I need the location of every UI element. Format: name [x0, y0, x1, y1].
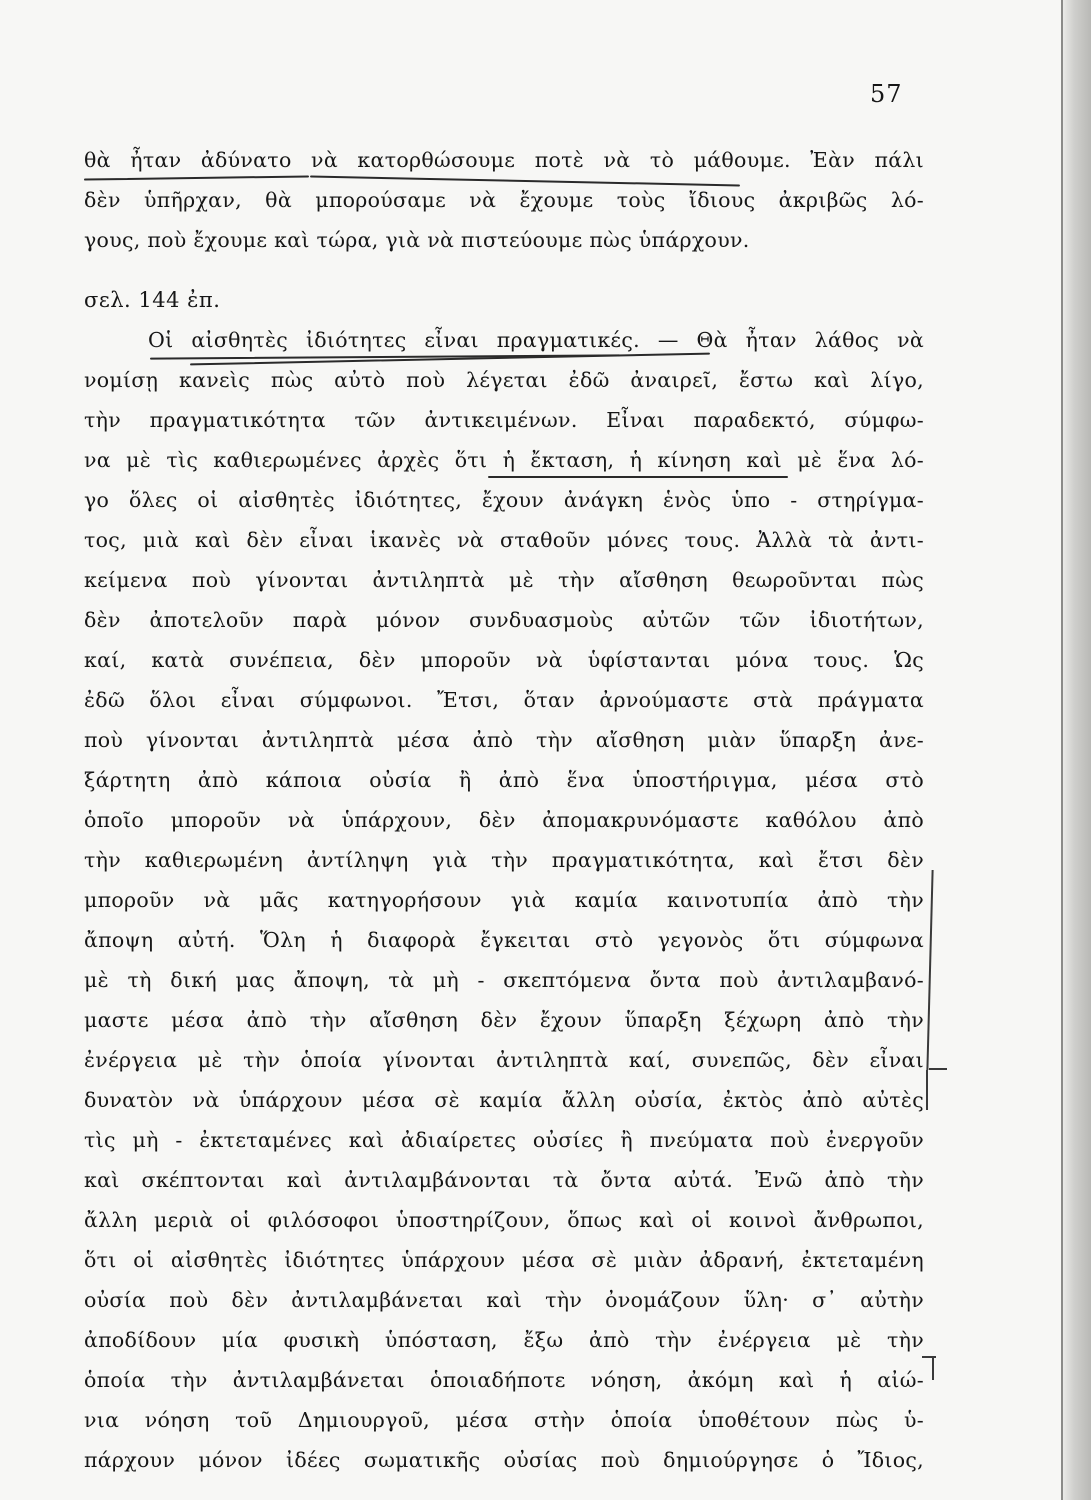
text-line: ὁποῖο μποροῦν νὰ ὑπάρχουν, δὲν ἀπομακρυνόμαστε καθόλου ἀπὸ: [84, 808, 924, 832]
text-line: ἐνέργεια μὲ τὴν ὁποία γίνονται ἀντιληπτὰ καί, συνεπῶς, δὲν εἶναι: [84, 1048, 924, 1072]
text-line: πάρχουν μόνον ἰδέες σωματικῆς οὐσίας ποὺ δημιούργησε ὁ Ἴδιος,: [84, 1448, 924, 1472]
page-edge-shadow: [1063, 0, 1091, 1500]
text-line: τος, μιὰ καὶ δὲν εἶναι ἱκανὲς νὰ σταθοῦν μόνες τους. Ἀλλὰ τὰ ἀντι-: [84, 528, 924, 552]
text-line: τὴν καθιερωμένη ἀντίληψη γιὰ τὴν πραγματικότητα, καὶ ἔτσι δὲν: [84, 848, 924, 872]
text-line: να μὲ τὶς καθιερωμένες ἀρχὲς ὅτι ἡ ἔκταση, ἡ κίνηση καὶ μὲ ἕνα λό-: [84, 448, 924, 472]
text-line: ἄποψη αὐτή. Ὅλη ἡ διαφορὰ ἔγκειται στὸ γεγονὸς ὅτι σύμφωνα: [84, 928, 924, 952]
text-line: ἄλλη μεριὰ οἱ φιλόσοφοι ὑποστηρίζουν, ὅπως καὶ οἱ κοινοὶ ἄνθρωποι,: [84, 1208, 924, 1232]
text-line: νομίσῃ κανεὶς πὼς αὐτὸ ποὺ λέγεται ἐδῶ ἀναιρεῖ, ἔστω καὶ λίγο,: [84, 368, 924, 392]
text-line: μαστε μέσα ἀπὸ τὴν αἴσθηση δὲν ἔχουν ὕπαρξη ξέχωρη ἀπὸ τὴν: [84, 1008, 924, 1032]
text-line: δὲν ὑπῆρχαν, θὰ μπορούσαμε νὰ ἔχουμε τοὺς ἴδιους ἀκριβῶς λό-: [84, 188, 924, 212]
text-line: γους, ποὺ ἔχουμε καὶ τώρα, γιὰ νὰ πιστεύουμε πὼς ὑπάρχουν.: [84, 228, 750, 252]
margin-line-mark: [926, 870, 933, 1070]
text-line: κείμενα ποὺ γίνονται ἀντιληπτὰ μὲ τὴν αἴσθηση θεωροῦνται πὼς: [84, 568, 924, 592]
text-line: τὶς μὴ - ἐκτεταμένες καὶ ἀδιαίρετες οὐσίες ἢ πνεύματα ποὺ ἐνεργοῦν: [84, 1128, 924, 1152]
margin-line-mark: [932, 1356, 934, 1380]
text-line: τὴν πραγματικότητα τῶν ἀντικειμένων. Εἶναι παραδεκτό, σύμφω-: [84, 408, 924, 432]
text-line: δυνατὸν νὰ ὑπάρχουν μέσα σὲ καμία ἄλλη οὐσία, ἐκτὸς ἀπὸ αὐτὲς: [84, 1088, 924, 1112]
text-line: νια νόηση τοῦ Δημιουργοῦ, μέσα στὴν ὁποία ὑποθέτουν πὼς ὑ-: [84, 1408, 924, 1432]
text-line: ἀποδίδουν μία φυσικὴ ὑπόσταση, ἔξω ἀπὸ τὴν ἐνέργεια μὲ τὴν: [84, 1328, 924, 1352]
text-line: ποὺ γίνονται ἀντιληπτὰ μέσα ἀπὸ τὴν αἴσθηση μιὰν ὕπαρξη ἀνε-: [84, 728, 924, 752]
text-line: μποροῦν νὰ μᾶς κατηγορήσουν γιὰ καμία καινοτυπία ἀπὸ τὴν: [84, 888, 924, 912]
pen-underline: [310, 175, 740, 186]
pen-underline: [488, 476, 788, 478]
text-line: Οἱ αἰσθητὲς ἰδιότητες εἶναι πραγματικές. — Θὰ ἦταν λάθος νὰ: [148, 328, 924, 352]
text-line: γο ὅλες οἱ αἰσθητὲς ἰδιότητες, ἔχουν ἀνάγκη ἑνὸς ὑπο - στηρίγμα-: [84, 488, 924, 512]
page-number: 57: [870, 80, 903, 108]
text-line: ὅτι οἱ αἰσθητὲς ἰδιότητες ὑπάρχουν μέσα σὲ μιὰν ἀδρανή, ἐκτεταμένη: [84, 1248, 924, 1272]
section-reference: σελ. 144 ἐπ.: [84, 288, 221, 312]
page-edge-line: [1061, 0, 1063, 1500]
pen-underline: [84, 175, 309, 180]
text-line: δὲν ἀποτελοῦν παρὰ μόνον συνδυασμοὺς αὐτῶν τῶν ἰδιοτήτων,: [84, 608, 924, 632]
text-line: οὐσία ποὺ δὲν ἀντιλαμβάνεται καὶ τὴν ὀνομάζουν ὕλη· σ᾽ αὐτὴν: [84, 1288, 924, 1312]
text-line: μὲ τὴ δική μας ἄποψη, τὰ μὴ - σκεπτόμενα ὄντα ποὺ ἀντιλαμβανό-: [84, 968, 924, 992]
text-line: καὶ σκέπτονται καὶ ἀντιλαμβάνονται τὰ ὄντα αὐτά. Ἐνῶ ἀπὸ τὴν: [84, 1168, 924, 1192]
text-line: θὰ ἦταν ἀδύνατο νὰ κατορθώσουμε ποτὲ νὰ τὸ μάθουμε. Ἐὰν πάλι: [84, 148, 924, 172]
text-line: ἐδῶ ὅλοι εἶναι σύμφωνοι. Ἔτσι, ὅταν ἀρνούμαστε στὰ πράγματα: [84, 688, 924, 712]
pen-underline: [190, 353, 710, 366]
margin-tick-mark: [929, 1068, 947, 1070]
margin-line-mark: [926, 1070, 928, 1110]
text-line: καί, κατὰ συνέπεια, δὲν μποροῦν νὰ ὑφίστανται μόνα τους. Ὡς: [84, 648, 924, 672]
text-line: ὁποία τὴν ἀντιλαμβάνεται ὁποιαδήποτε νόηση, ἀκόμη καὶ ἡ αἰώ-: [84, 1368, 924, 1392]
text-line: ξάρτητη ἀπὸ κάποια οὐσία ἢ ἀπὸ ἕνα ὑποστήριγμα, μέσα στὸ: [84, 768, 924, 792]
